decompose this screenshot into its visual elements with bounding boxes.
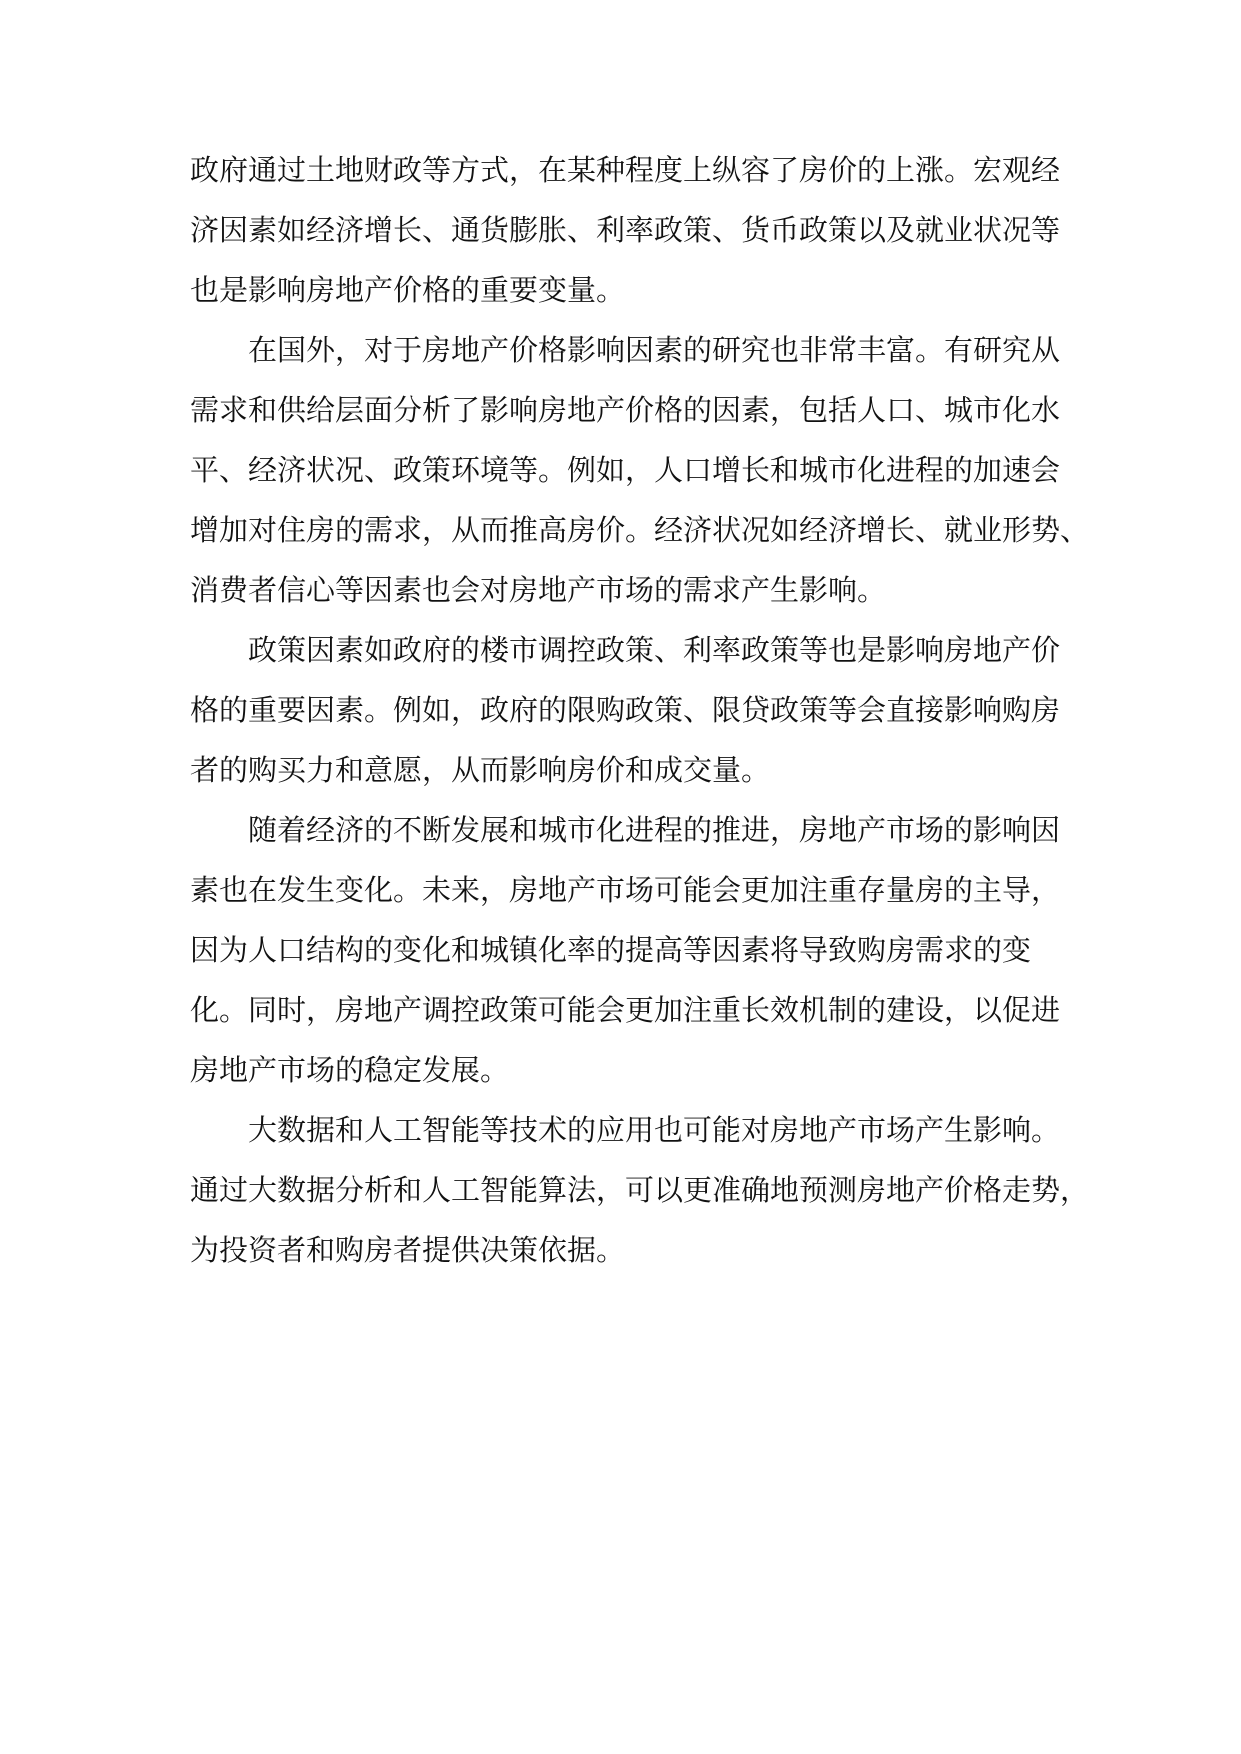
- paragraph-policy-factors: [190, 620, 1060, 800]
- text-line: 房地产市场的稳定发展。: [190, 1053, 510, 1087]
- text-line: 因为人口结构的变化和城镇化率的提高等因素将导致购房需求的变: [190, 933, 1032, 967]
- text-line: 化。同时，房地产调控政策可能会更加注重长效机制的建设，以促进: [190, 993, 1061, 1027]
- text-line: 平、经济状况、政策环境等。例如，人口增长和城市化进程的加速会: [190, 453, 1061, 487]
- document-body: [190, 140, 1090, 1280]
- paragraph-foreign-research: [190, 320, 1090, 620]
- text-line: 也是影响房地产价格的重要变量。: [190, 273, 626, 307]
- paragraph-big-data-ai: [190, 1100, 1090, 1280]
- text-line: 格的重要因素。例如，政府的限购政策、限贷政策等会直接影响购房: [190, 693, 1061, 727]
- text-line: 在国外，对于房地产价格影响因素的研究也非常丰富。有研究从: [248, 333, 1061, 367]
- paragraph-future-trends: [190, 800, 1060, 1100]
- text-line: 随着经济的不断发展和城市化进程的推进，房地产市场的影响因: [248, 813, 1061, 847]
- text-line: 素也在发生变化。未来，房地产市场可能会更加注重存量房的主导，: [190, 873, 1061, 907]
- text-line: 通过大数据分析和人工智能算法，可以更准确地预测房地产价格走势，: [190, 1173, 1090, 1207]
- text-line: 大数据和人工智能等技术的应用也可能对房地产市场产生影响。: [248, 1113, 1061, 1147]
- text-line: 为投资者和购房者提供决策依据。: [190, 1233, 626, 1267]
- text-line: 政策因素如政府的楼市调控政策、利率政策等也是影响房地产价: [248, 633, 1061, 667]
- text-line: 政府通过土地财政等方式，在某种程度上纵容了房价的上涨。宏观经: [190, 153, 1061, 187]
- text-line: 需求和供给层面分析了影响房地产价格的因素，包括人口、城市化水: [190, 393, 1061, 427]
- text-line: 济因素如经济增长、通货膨胀、利率政策、货币政策以及就业状况等: [190, 213, 1061, 247]
- text-line: 增加对住房的需求，从而推高房价。经济状况如经济增长、就业形势、: [190, 513, 1090, 547]
- text-line: 者的购买力和意愿，从而影响房价和成交量。: [190, 753, 771, 787]
- paragraph-continuation: [190, 140, 1060, 320]
- text-line: 消费者信心等因素也会对房地产市场的需求产生影响。: [190, 573, 887, 607]
